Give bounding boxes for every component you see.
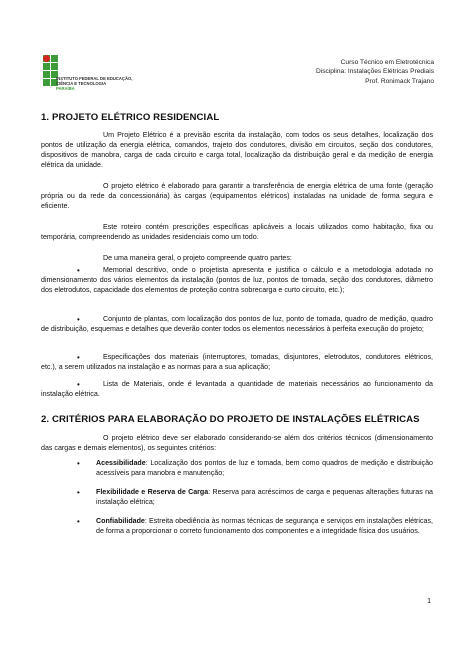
list-item: Conjunto de plantas, com localização dos pontos de luz, ponto de tomada, quadro de medição, quadro de distribuição, esquemas e detalhes que deverão conter todos os elementos necessários à perfeita execução do projeto; (41, 315, 433, 333)
paragraph: Um Projeto Elétrico é a previsão escrita da instalação, com todos os seus detalhes, localização dos pontos de utilização da energia elétrica, comandos, trajeto dos condutores, divisão em circuitos, seção dos condutores, dispositivos de manobra, carga de cada circuito e carga total, localização da distribuição geral e da medição de energia elétrica da unidade. (41, 131, 433, 169)
criteria-item (96, 517, 433, 537)
logo-institution-name: INSTITUTO FEDERAL DE EDUCAÇÃO, CIÊNCIA E TECNOLOGIA (56, 76, 133, 86)
criteria-text: : Reserva para acréscimos de carga e pequenas alterações futuras na instalação elétrica; (96, 488, 433, 506)
criteria-text: : Estreita obediência às normas técnicas de segurança e serviços em instalações elétricas, de forma a proporcionar o correto funcionamento dos componentes e a integridade física dos usuários. (96, 517, 433, 535)
criteria-label: Acessibilidade (96, 459, 146, 467)
logo-square (43, 79, 50, 86)
criteria-item (96, 459, 433, 479)
professor-name: Prof. Ronimack Trajano (365, 77, 434, 85)
criteria-label: Flexibilidade e Reserva de Carga (96, 488, 209, 496)
logo-text (56, 76, 136, 91)
list-item: Memorial descritivo, onde o projetista apresenta e justifica o cálculo e a metodologia adotada no dimensionamento dos vários elementos da instalação (pontos de luz, pontos de tomada, seção dos condutores, diâmetro dos eletrodutos, capacidade dos elementos de proteção contra sobrecarga e curto circuito, etc.); (41, 266, 433, 294)
page-number: 1 (427, 598, 431, 605)
logo-state: PARAÍBA (56, 86, 75, 91)
criteria-label: Confiabilidade (96, 517, 145, 525)
bullet-icon: • (77, 353, 80, 362)
criteria-item (96, 488, 433, 508)
section-2-heading: 2. CRITÉRIOS PARA ELABORAÇÃO DO PROJETO DE INSTALAÇÕES ELÉTRICAS (41, 414, 420, 425)
logo-square (43, 63, 50, 70)
section-1-heading: 1. PROJETO ELÉTRICO RESIDENCIAL (41, 112, 220, 123)
bullet-icon: • (77, 517, 80, 526)
bullet-icon: • (77, 459, 80, 468)
list-item: Lista de Materiais, onde é levantada a quantidade de materiais necessários ao funcionamento da instalação elétrica. (41, 380, 433, 398)
criteria-text: : Localização dos pontos de luz e tomada, bem como quadros de medição e distribuição acessíveis para manobra e manutenção; (96, 459, 433, 477)
paragraph: O projeto elétrico é elaborado para garantir a transferência de energia elétrica de uma fonte (geração própria ou da rede da concessionária) às cargas (equipamentos elétricos) instaladas na unidade de forma segura e eficiente. (41, 182, 433, 210)
logo-circle (43, 55, 50, 62)
logo-square (51, 63, 58, 70)
bullet-icon: • (77, 380, 80, 389)
course-header (316, 58, 434, 86)
bullet-icon: • (77, 488, 80, 497)
course-name: Curso Técnico em Eletrotécnica (340, 59, 434, 66)
paragraph: O projeto elétrico deve ser elaborado considerando-se além dos critérios técnicos (dimensionamento das cargas e demais elementos), os seguintes critérios: (41, 434, 433, 452)
discipline-name: Disciplina: Instalações Elétricas Prediais (315, 68, 434, 76)
bullet-icon: • (77, 315, 80, 324)
list-item: Especificações dos materiais (interruptores, tomadas, disjuntores, eletrodutos, condutores elétricos, etc.), a serem utilizados na instalação e as normas para a sua aplicação; (41, 353, 433, 371)
logo-square (51, 55, 58, 62)
paragraph: De uma maneira geral, o projeto compreende quatro partes: (103, 254, 292, 262)
bullet-icon: • (77, 266, 80, 275)
logo-square (43, 71, 50, 78)
paragraph: Este roteiro contém prescrições específicas aplicáveis a locais utilizados como habitação, fixa ou temporária, compreendendo as unidades residenciais como um todo. (41, 223, 433, 241)
